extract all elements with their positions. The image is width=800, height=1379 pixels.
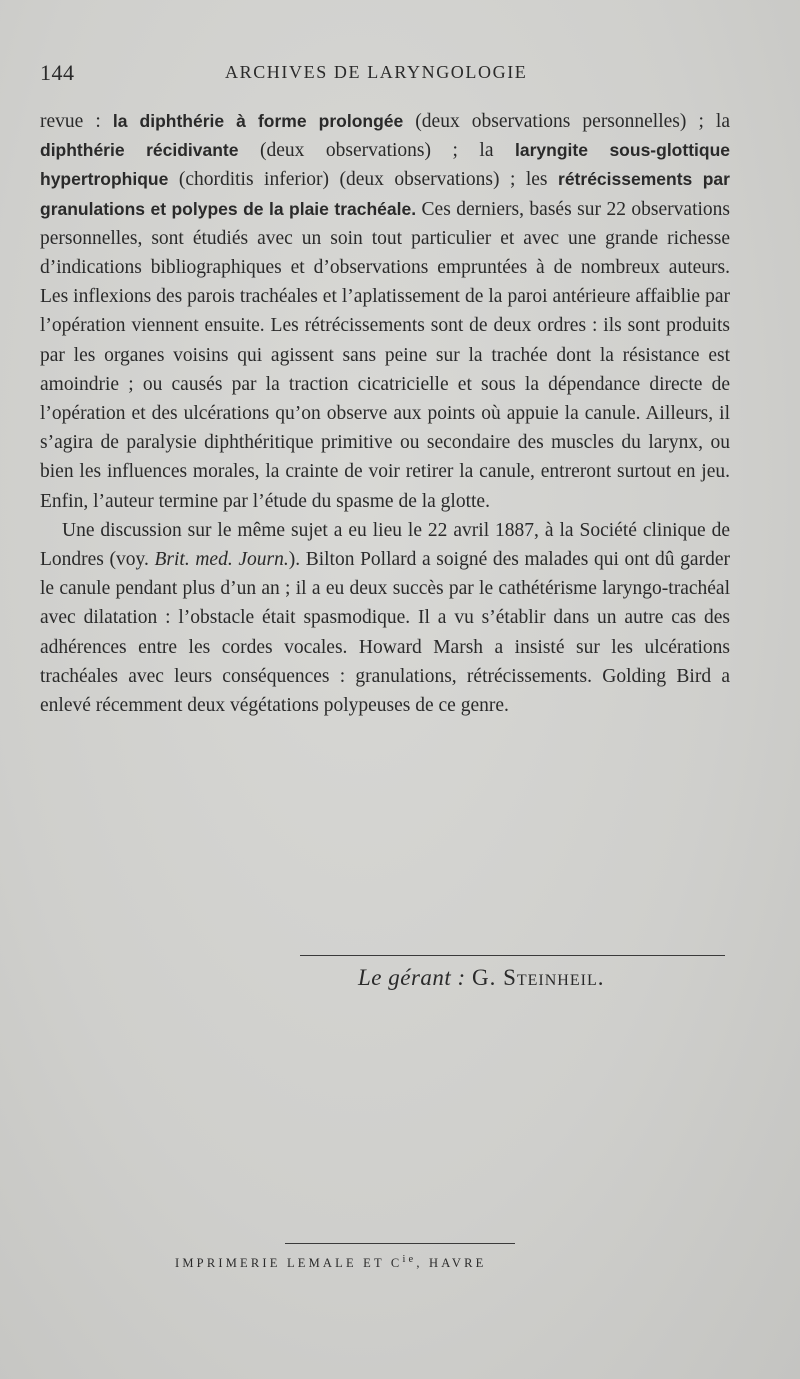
footer-divider xyxy=(285,1243,515,1244)
bold-term: rétrécissements par granulations et polypes de la plaie trachéale. xyxy=(40,169,730,219)
signature-name: G. Steinheil. xyxy=(471,965,605,990)
text-segment: Ces derniers, basés sur 22 observations personnelles, sont étudiés avec un soin tout particulier et avec une grande richesse d’indications bibliographiques et d’observations empruntées à de nombreux auteurs. Les inflexions des parois trachéales et l’aplatissement de la paroi antérieure affaiblie par l’opération viennent ensuite. Les rétrécissements sont de deux ordres : ils sont produits par les organes voisins qui agissent sans peine sur la trachée dont la résistance est amoindrie ; ou causés par la traction cicatricielle et sous la dépendance directe de l’opération et des ulcérations qu’on observe aux points où appuie la canule. Ailleurs, il s’agira de paralysie diphthéritique primitive ou secondaire des muscles du larynx, ou bien les influences morales, la crainte de voir retirer la canule, entreront surtout en jeu. Enfin, l’auteur termine par l’étude du spasme de la glotte. xyxy=(40,198,730,512)
signature xyxy=(358,965,604,991)
journal-title: Brit. med. Journ. xyxy=(154,549,289,571)
imprint-superscript: ie xyxy=(402,1254,417,1265)
bold-term: diphthérie récidivante xyxy=(40,140,239,161)
bold-term: laryngite sous-glottique hypertrophique xyxy=(40,140,730,190)
text-segment: (chorditis inferior) (deux observations) ; les xyxy=(168,169,559,191)
page-header xyxy=(40,60,730,90)
text-segment: revue : xyxy=(40,111,113,132)
bold-term: la diphthérie à forme prolongée xyxy=(112,111,404,131)
text-segment: (deux observations personnelles) ; la xyxy=(403,111,731,132)
paragraph-discussion xyxy=(40,516,730,720)
printer-imprint xyxy=(175,1254,486,1271)
article-body xyxy=(40,107,730,720)
text-segment: Une discussion sur le même sujet a eu lieu le 22 avril 1887, à la Société clinique de Londres (voy. xyxy=(40,519,730,571)
signature-role: Le gérant : xyxy=(358,965,472,990)
page-number: 144 xyxy=(40,60,75,85)
running-title: ARCHIVES DE LARYNGOLOGIE xyxy=(225,62,528,82)
signature-divider xyxy=(300,955,725,956)
text-segment: (deux observations) ; la xyxy=(238,140,516,162)
imprint-text: IMPRIMERIE LEMALE ET C xyxy=(175,1256,403,1271)
imprint-city: , HAVRE xyxy=(416,1256,487,1271)
paragraph-continuation xyxy=(40,107,730,516)
text-segment: ). Bilton Pollard a soigné des malades qui ont dû garder le canule pendant plus d’un an ; il a eu deux succès par le cathétérisme laryngo-trachéal avec dilatation : l’obstacle était spasmodique. Il a vu s’établir dans un autre cas des adhérences entre les cordes vocales. Howard Marsh a insisté sur les ulcérations trachéales avec leurs conséquences : granulations, rétrécissements. Golding Bird a enlevé récemment deux végétations polypeuses de ce genre. xyxy=(40,549,730,717)
